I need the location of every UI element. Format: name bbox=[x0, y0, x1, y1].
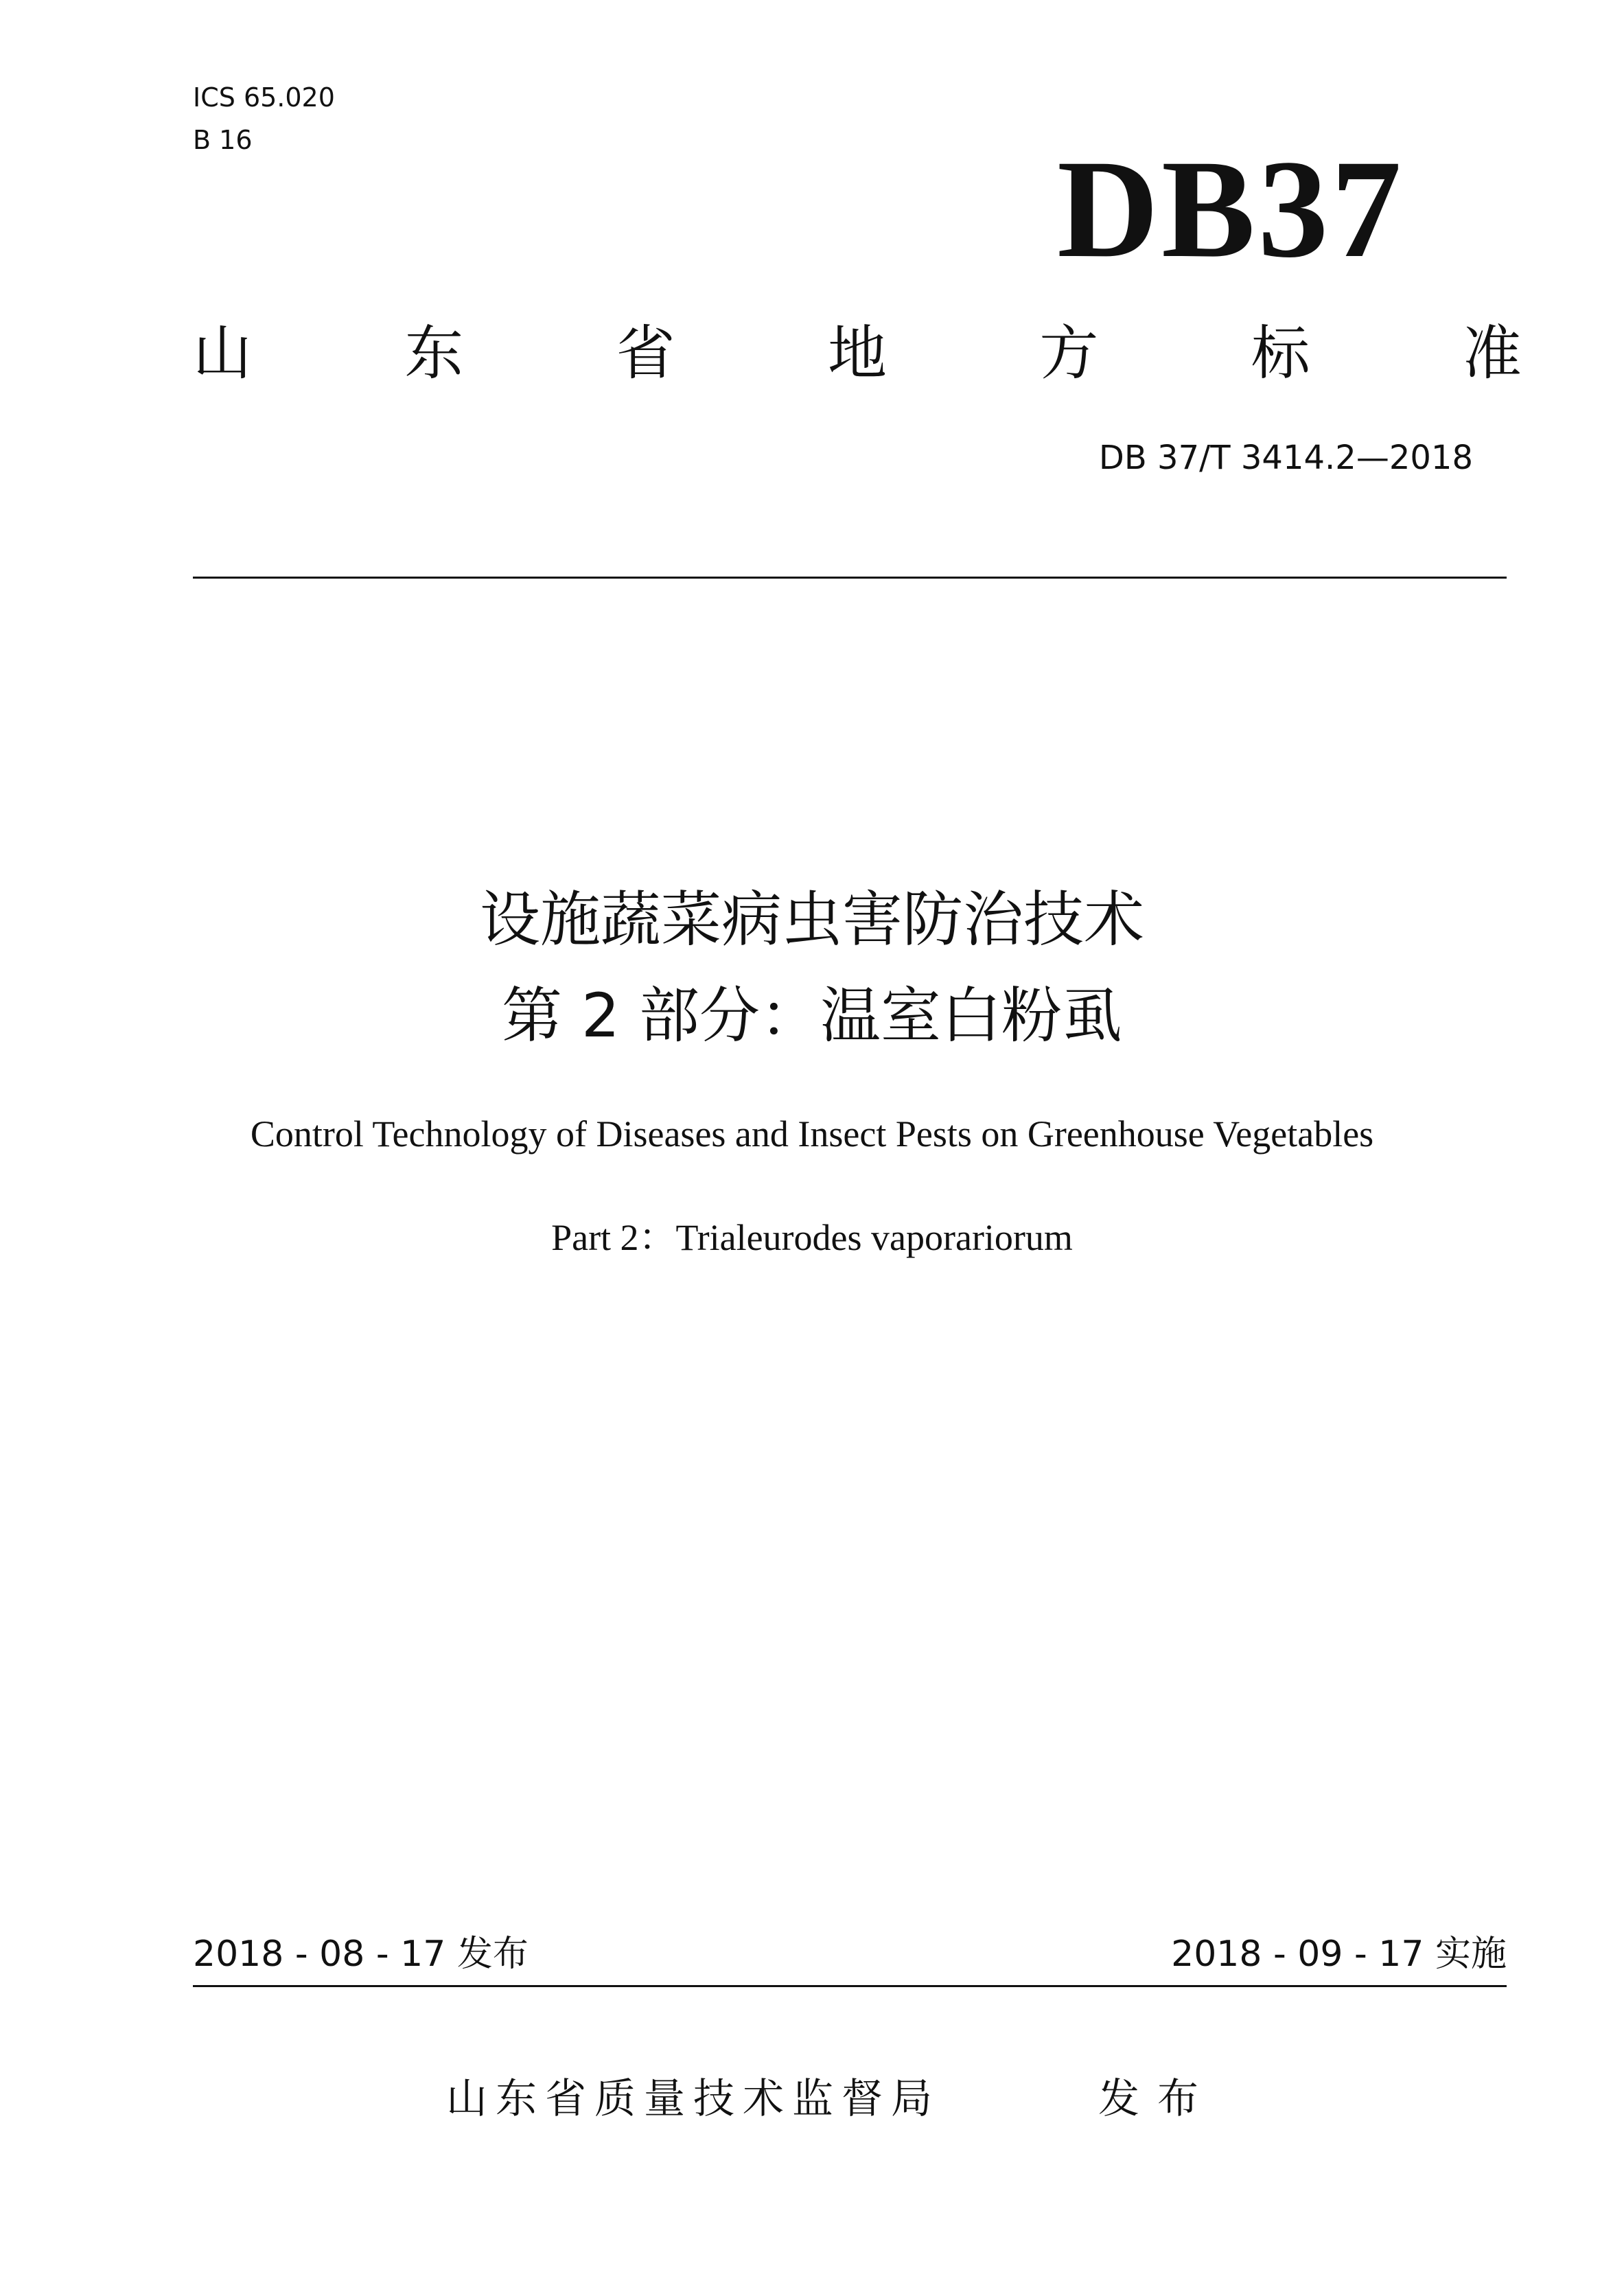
standard-type-char: 东 bbox=[404, 319, 464, 388]
standard-type-char: 方 bbox=[1039, 319, 1099, 388]
bottom-divider bbox=[193, 1985, 1507, 1987]
title-en-line2: Part 2：Trialeurodes vaporariorum bbox=[551, 1217, 1073, 1258]
standard-type-char: 地 bbox=[827, 319, 887, 388]
title-en-line1: Control Technology of Diseases and Insect Pests on Greenhouse Vegetables bbox=[250, 1113, 1374, 1155]
standard-type-char: 准 bbox=[1462, 319, 1522, 388]
issued-label: 发布 bbox=[1098, 2075, 1216, 2123]
title-cn-line1: 设施蔬菜病虫害防治技术 bbox=[479, 884, 1144, 955]
title-cn-line2: 第 2 部分：温室白粉虱 bbox=[502, 980, 1122, 1051]
standard-type-char: 标 bbox=[1251, 319, 1310, 388]
issue-date: 2018 - 08 - 17 发布 bbox=[193, 1934, 529, 1975]
top-divider bbox=[193, 577, 1507, 579]
ics-code: ICS 65.020 bbox=[193, 82, 335, 113]
standard-type-heading bbox=[193, 316, 1522, 391]
ccs-code: B 16 bbox=[193, 125, 253, 155]
implementation-date: 2018 - 09 - 17 实施 bbox=[1171, 1934, 1507, 1975]
standard-type-char: 山 bbox=[193, 319, 252, 388]
standard-logo: DB37 bbox=[1057, 131, 1404, 287]
standard-type-char: 省 bbox=[616, 319, 675, 388]
issuing-authority: 山东省质量技术监督局 bbox=[446, 2075, 940, 2123]
standard-number: DB 37/T 3414.2—2018 bbox=[1098, 439, 1473, 477]
